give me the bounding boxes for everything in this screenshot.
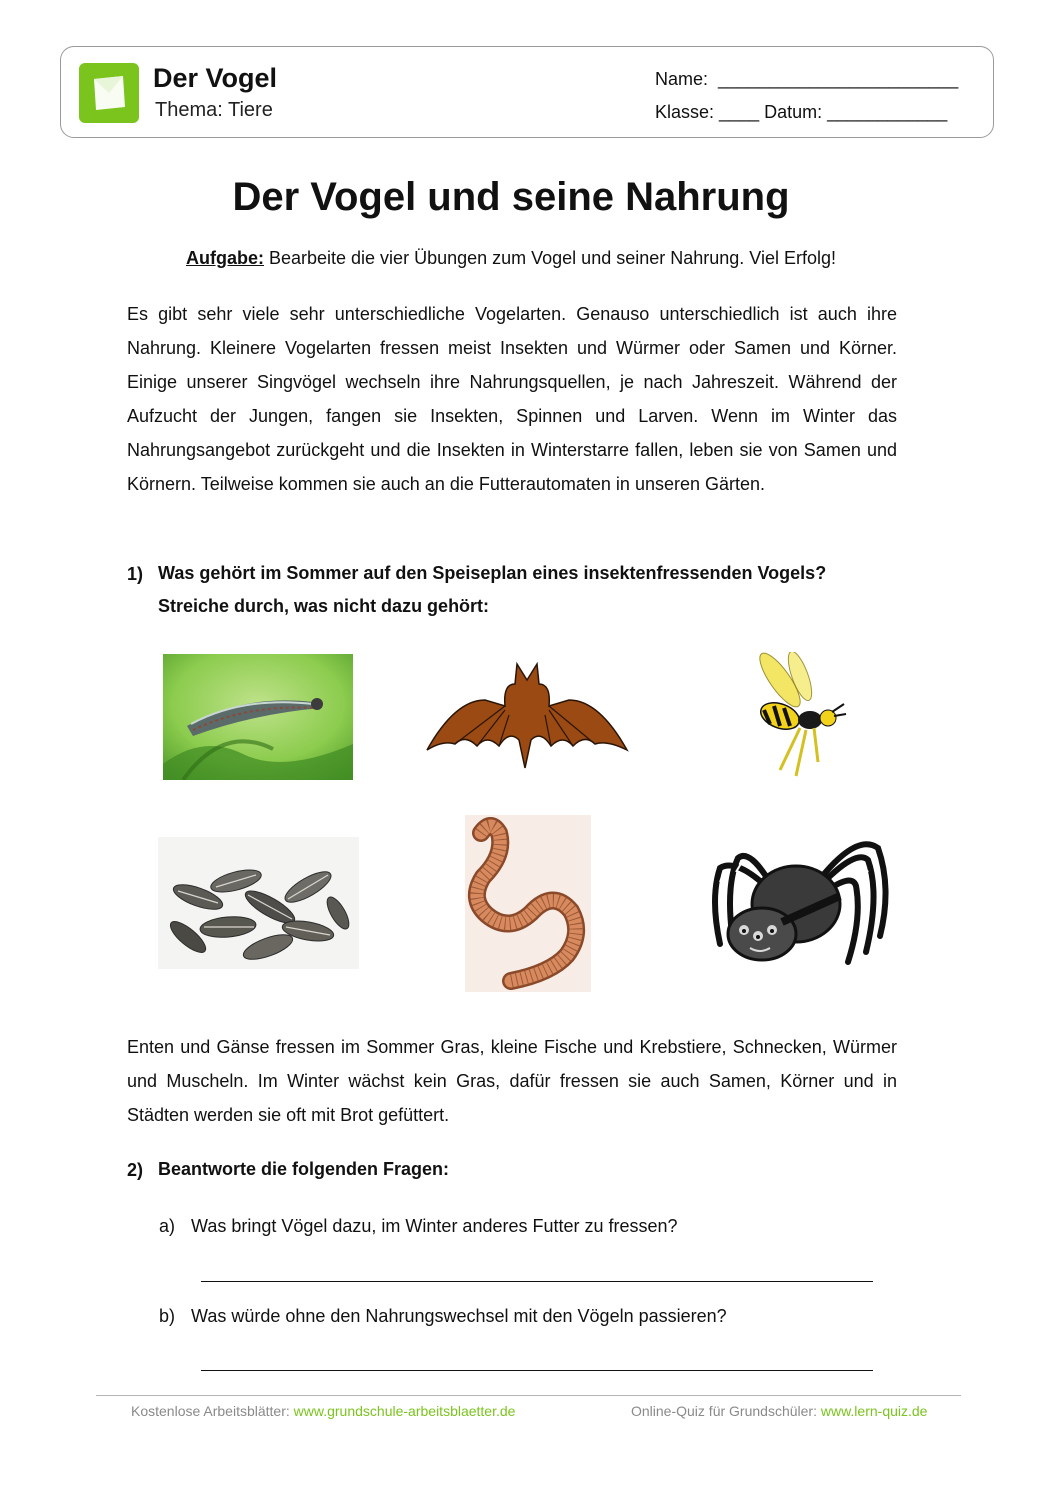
page-title: Der Vogel und seine Nahrung xyxy=(232,175,790,219)
footer-right xyxy=(631,1403,927,1419)
sheet-topic: Thema: Tiere xyxy=(155,99,273,121)
date-label: Datum: xyxy=(764,102,823,122)
sheet-title: Der Vogel xyxy=(153,63,278,93)
caterpillar-image[interactable] xyxy=(163,654,353,785)
class-date-field[interactable] xyxy=(655,102,947,123)
logo-icon xyxy=(79,63,139,123)
footer-divider xyxy=(96,1395,961,1396)
class-label: Klasse: xyxy=(655,102,715,122)
footer-left-text: Kostenlose Arbeitsblätter: xyxy=(131,1403,294,1419)
exercise1-question: Was gehört im Sommer auf den Speiseplan eines insektenfressenden Vogels? Streiche durch, was nicht dazu gehört: xyxy=(158,563,827,616)
question-a-text: Was bringt Vögel dazu, im Winter anderes Futter zu fressen? xyxy=(191,1216,678,1236)
answer-line-b[interactable] xyxy=(201,1370,873,1371)
bat-image[interactable] xyxy=(425,660,630,777)
footer-left-link[interactable]: www.grundschule-arbeitsblaetter.de xyxy=(293,1403,516,1419)
question-a-label: a) xyxy=(159,1216,176,1236)
worksheet-header xyxy=(60,46,994,138)
answer-line-a[interactable] xyxy=(201,1281,873,1282)
earthworm-image[interactable] xyxy=(465,815,591,997)
name-field[interactable] xyxy=(655,69,958,90)
task-text: Bearbeite die vier Übungen zum Vogel und seiner Nahrung. Viel Erfolg! xyxy=(263,248,837,268)
task-instruction xyxy=(0,248,1022,269)
spider-image[interactable] xyxy=(706,838,890,975)
question-b-label: b) xyxy=(159,1306,176,1326)
date-blank[interactable]: ____________ xyxy=(827,102,948,122)
name-label: Name: xyxy=(655,69,709,89)
class-blank[interactable]: ____ xyxy=(719,102,760,122)
footer-right-text: Online-Quiz für Grundschüler: xyxy=(631,1403,821,1419)
exercise2-number: 2) xyxy=(127,1160,144,1180)
footer-left xyxy=(131,1403,515,1419)
task-label: Aufgabe: xyxy=(185,248,264,268)
wasp-image[interactable] xyxy=(740,652,850,787)
intro-paragraph: Es gibt sehr viele sehr unterschiedliche Vogelarten. Genauso unterschiedlich ist auch ihre Nahrung. Kleinere Vogelarten fressen meist Insekten und Würmer oder Samen und Körner. Einige unserer Singvögel wechseln ihre Nahrungsquellen, je nach Jahreszeit. Während der Aufzucht der Jungen, fangen sie Insekten, Spinnen und Larven. Wenn im Winter das Nahrungsangebot zurückgeht und die Insekten in Winterstarre fallen, leben sie von Samen und Körnern. Teilweise kommen sie auch an die Futterautomaten in unseren Gärten. xyxy=(127,304,897,494)
second-paragraph: Enten und Gänse fressen im Sommer Gras, kleine Fische und Krebstiere, Schnecken, Würmer und Muscheln. Im Winter wächst kein Gras, dafür fressen sie auch Samen, Körner und in Städten werden sie oft mit Brot gefüttert. xyxy=(127,1037,897,1125)
sunflower-seeds-image[interactable] xyxy=(158,837,359,974)
footer-right-link[interactable]: www.lern-quiz.de xyxy=(820,1403,928,1419)
exercise2-question: Beantworte die folgenden Fragen: xyxy=(158,1159,450,1179)
exercise1-number: 1) xyxy=(127,564,144,584)
question-b-text: Was würde ohne den Nahrungswechsel mit den Vögeln passieren? xyxy=(191,1306,727,1326)
name-blank[interactable]: ________________________ xyxy=(718,69,959,89)
